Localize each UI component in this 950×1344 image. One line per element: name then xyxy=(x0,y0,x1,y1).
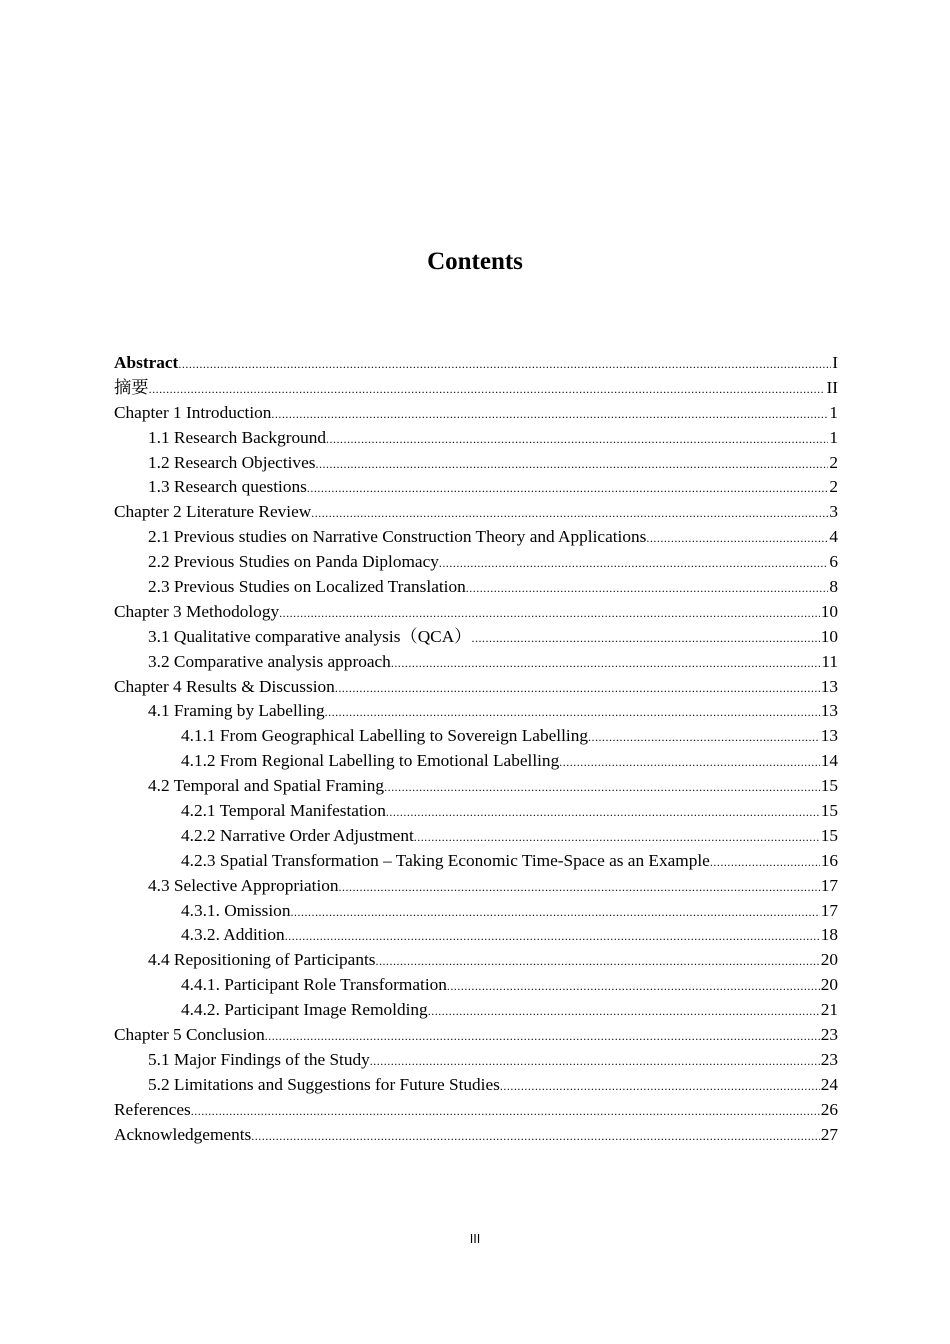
toc-entry[interactable] xyxy=(114,376,838,401)
page-number: III xyxy=(469,1232,481,1246)
dot-leader xyxy=(178,352,831,376)
toc-entry[interactable] xyxy=(114,749,838,774)
toc-entry-label: 4.3.2. Addition xyxy=(181,925,285,945)
toc-entry-label: References xyxy=(114,1099,191,1119)
toc-entry-page: 21 xyxy=(820,1000,838,1020)
toc-entry[interactable] xyxy=(114,948,838,973)
toc-entry-page: 10 xyxy=(820,601,838,621)
toc-entry-page: 17 xyxy=(820,875,838,895)
dot-leader xyxy=(335,676,820,700)
toc-entry-page: 15 xyxy=(820,801,838,821)
dot-leader xyxy=(290,900,819,924)
toc-entry-label: 4.1.1 From Geographical Labelling to Sovereign Labelling xyxy=(181,726,588,746)
toc-entry-label: 4.1 Framing by Labelling xyxy=(148,701,325,721)
toc-entry[interactable] xyxy=(114,1048,838,1073)
toc-entry[interactable] xyxy=(114,401,838,426)
toc-entry[interactable] xyxy=(114,650,838,675)
toc-entry[interactable] xyxy=(114,1098,838,1123)
toc-entry-label: 2.1 Previous studies on Narrative Construction Theory and Applications xyxy=(148,527,647,547)
toc-entry-label: 4.4.2. Participant Image Remolding xyxy=(181,1000,428,1020)
toc-entry-label: Abstract xyxy=(114,353,179,372)
dot-leader xyxy=(339,875,820,899)
toc-entry[interactable] xyxy=(114,973,838,998)
toc-entry-label: 4.4 Repositioning of Participants xyxy=(148,950,376,970)
dot-leader xyxy=(191,1099,820,1123)
toc-entry-label: 摘要 xyxy=(114,377,149,397)
dot-leader xyxy=(370,1049,820,1073)
toc-entry-label: 4.2.1 Temporal Manifestation xyxy=(181,801,386,821)
toc-entry[interactable] xyxy=(114,874,838,899)
dot-leader xyxy=(646,526,828,550)
toc-entry-page: 11 xyxy=(821,651,838,671)
toc-entry-page: 15 xyxy=(820,825,838,845)
toc-entry[interactable] xyxy=(114,849,838,874)
dot-leader xyxy=(428,999,820,1023)
toc-entry-page: 26 xyxy=(820,1099,838,1119)
toc-entry-label: Chapter 3 Methodology xyxy=(114,601,280,621)
dot-leader xyxy=(315,452,828,476)
dot-leader xyxy=(325,700,820,724)
toc-entry[interactable] xyxy=(114,451,838,476)
toc-entry-label: 3.1 Qualitative comparative analysis（QCA） xyxy=(148,626,472,646)
toc-entry-page: 2 xyxy=(829,477,838,497)
toc-entry-page: 6 xyxy=(829,552,838,572)
toc-entry-page: 8 xyxy=(829,577,838,597)
dot-leader xyxy=(307,476,829,500)
toc-entry[interactable] xyxy=(114,675,838,700)
dot-leader xyxy=(500,1074,820,1098)
toc-entry-page: 15 xyxy=(820,776,838,796)
toc-entry[interactable] xyxy=(114,799,838,824)
toc-entry-page: 13 xyxy=(820,726,838,746)
toc-entry-page: 23 xyxy=(820,1049,838,1069)
toc-entry-page: 16 xyxy=(820,850,838,870)
toc-entry-label: 2.3 Previous Studies on Localized Translation xyxy=(148,577,466,597)
toc-entry-page: 27 xyxy=(820,1124,838,1144)
toc-entry-page: 3 xyxy=(829,502,838,522)
dot-leader xyxy=(391,651,821,675)
dot-leader xyxy=(376,949,820,973)
dot-leader xyxy=(311,501,828,525)
dot-leader xyxy=(251,1124,819,1148)
dot-leader xyxy=(271,402,828,426)
toc-entry-page: 20 xyxy=(820,950,838,970)
toc-entry[interactable] xyxy=(114,600,838,625)
dot-leader xyxy=(326,427,828,451)
toc-entry[interactable] xyxy=(114,923,838,948)
toc-entry-page: 4 xyxy=(829,527,838,547)
toc-entry-page: 2 xyxy=(829,452,838,472)
toc-entry-page: 10 xyxy=(820,626,838,646)
toc-entry-label: Chapter 5 Conclusion xyxy=(114,1025,265,1045)
toc-entry[interactable] xyxy=(114,998,838,1023)
toc-entry[interactable] xyxy=(114,500,838,525)
toc-entry-label: 4.2 Temporal and Spatial Framing xyxy=(148,776,385,796)
toc-entry-page: 1 xyxy=(829,402,838,422)
toc-entry-page: 13 xyxy=(820,676,838,696)
toc-entry-page: 17 xyxy=(820,900,838,920)
toc-entry-label: 4.3 Selective Appropriation xyxy=(148,875,339,895)
toc-entry-label: 4.4.1. Participant Role Transformation xyxy=(181,975,447,995)
toc-entry[interactable] xyxy=(114,475,838,500)
toc-entry[interactable] xyxy=(114,550,838,575)
toc-entry[interactable] xyxy=(114,351,838,376)
toc-entry[interactable] xyxy=(114,1023,838,1048)
toc-entry[interactable] xyxy=(114,426,838,451)
toc-entry-page: 20 xyxy=(820,975,838,995)
toc-entry[interactable] xyxy=(114,1123,838,1148)
toc-entry-label: Chapter 4 Results & Discussion xyxy=(114,676,335,696)
toc-entry[interactable] xyxy=(114,824,838,849)
dot-leader xyxy=(710,850,820,874)
toc-entry-label: 5.2 Limitations and Suggestions for Future Studies xyxy=(148,1074,500,1094)
toc-entry[interactable] xyxy=(114,724,838,749)
dot-leader xyxy=(588,725,820,749)
toc-entry-label: 2.2 Previous Studies on Panda Diplomacy xyxy=(148,552,439,572)
dot-leader xyxy=(149,377,826,401)
toc-entry[interactable] xyxy=(114,525,838,550)
toc-entry[interactable] xyxy=(114,625,838,650)
toc-entry[interactable] xyxy=(114,774,838,799)
dot-leader xyxy=(559,750,820,774)
toc-entry-label: Chapter 2 Literature Review xyxy=(114,502,312,522)
toc-entry-label: 1.2 Research Objectives xyxy=(148,452,316,472)
toc-entry[interactable] xyxy=(114,899,838,924)
dot-leader xyxy=(466,576,829,600)
toc-entry[interactable] xyxy=(114,575,838,600)
dot-leader xyxy=(386,800,820,824)
toc-entry-label: 3.2 Comparative analysis approach xyxy=(148,651,391,671)
toc-entry-label: 4.2.2 Narrative Order Adjustment xyxy=(181,825,414,845)
toc-entry-label: Acknowledgements xyxy=(114,1124,252,1144)
dot-leader xyxy=(414,825,820,849)
toc-entry-label: 5.1 Major Findings of the Study xyxy=(148,1049,370,1069)
page-title: Contents xyxy=(427,248,523,275)
toc-entry-label: 1.3 Research questions xyxy=(148,477,307,497)
toc-entry-page: 1 xyxy=(829,427,838,447)
toc-entry-page: 13 xyxy=(820,701,838,721)
toc-entry-label: 4.1.2 From Regional Labelling to Emotional Labelling xyxy=(181,751,560,771)
dot-leader xyxy=(471,626,819,650)
toc-entry[interactable] xyxy=(114,1073,838,1098)
toc-entry-label: Chapter 1 Introduction xyxy=(114,402,272,422)
toc-entry-page: 14 xyxy=(820,751,838,771)
toc-entry-page: II xyxy=(826,377,838,397)
dot-leader xyxy=(447,974,820,998)
toc-entry[interactable] xyxy=(114,699,838,724)
toc-entry-page: I xyxy=(832,353,838,372)
dot-leader xyxy=(285,924,820,948)
toc-entry-page: 18 xyxy=(820,925,838,945)
dot-leader xyxy=(279,601,820,625)
toc-entry-page: 24 xyxy=(820,1074,838,1094)
toc-entry-page: 23 xyxy=(820,1025,838,1045)
toc-entry-label: 4.2.3 Spatial Transformation – Taking Economic Time-Space as an Example xyxy=(181,850,710,870)
dot-leader xyxy=(439,551,828,575)
table-of-contents xyxy=(114,351,838,1148)
toc-entry-label: 1.1 Research Background xyxy=(148,427,327,447)
dot-leader xyxy=(384,775,820,799)
toc-entry-label: 4.3.1. Omission xyxy=(181,900,291,920)
dot-leader xyxy=(265,1024,820,1048)
